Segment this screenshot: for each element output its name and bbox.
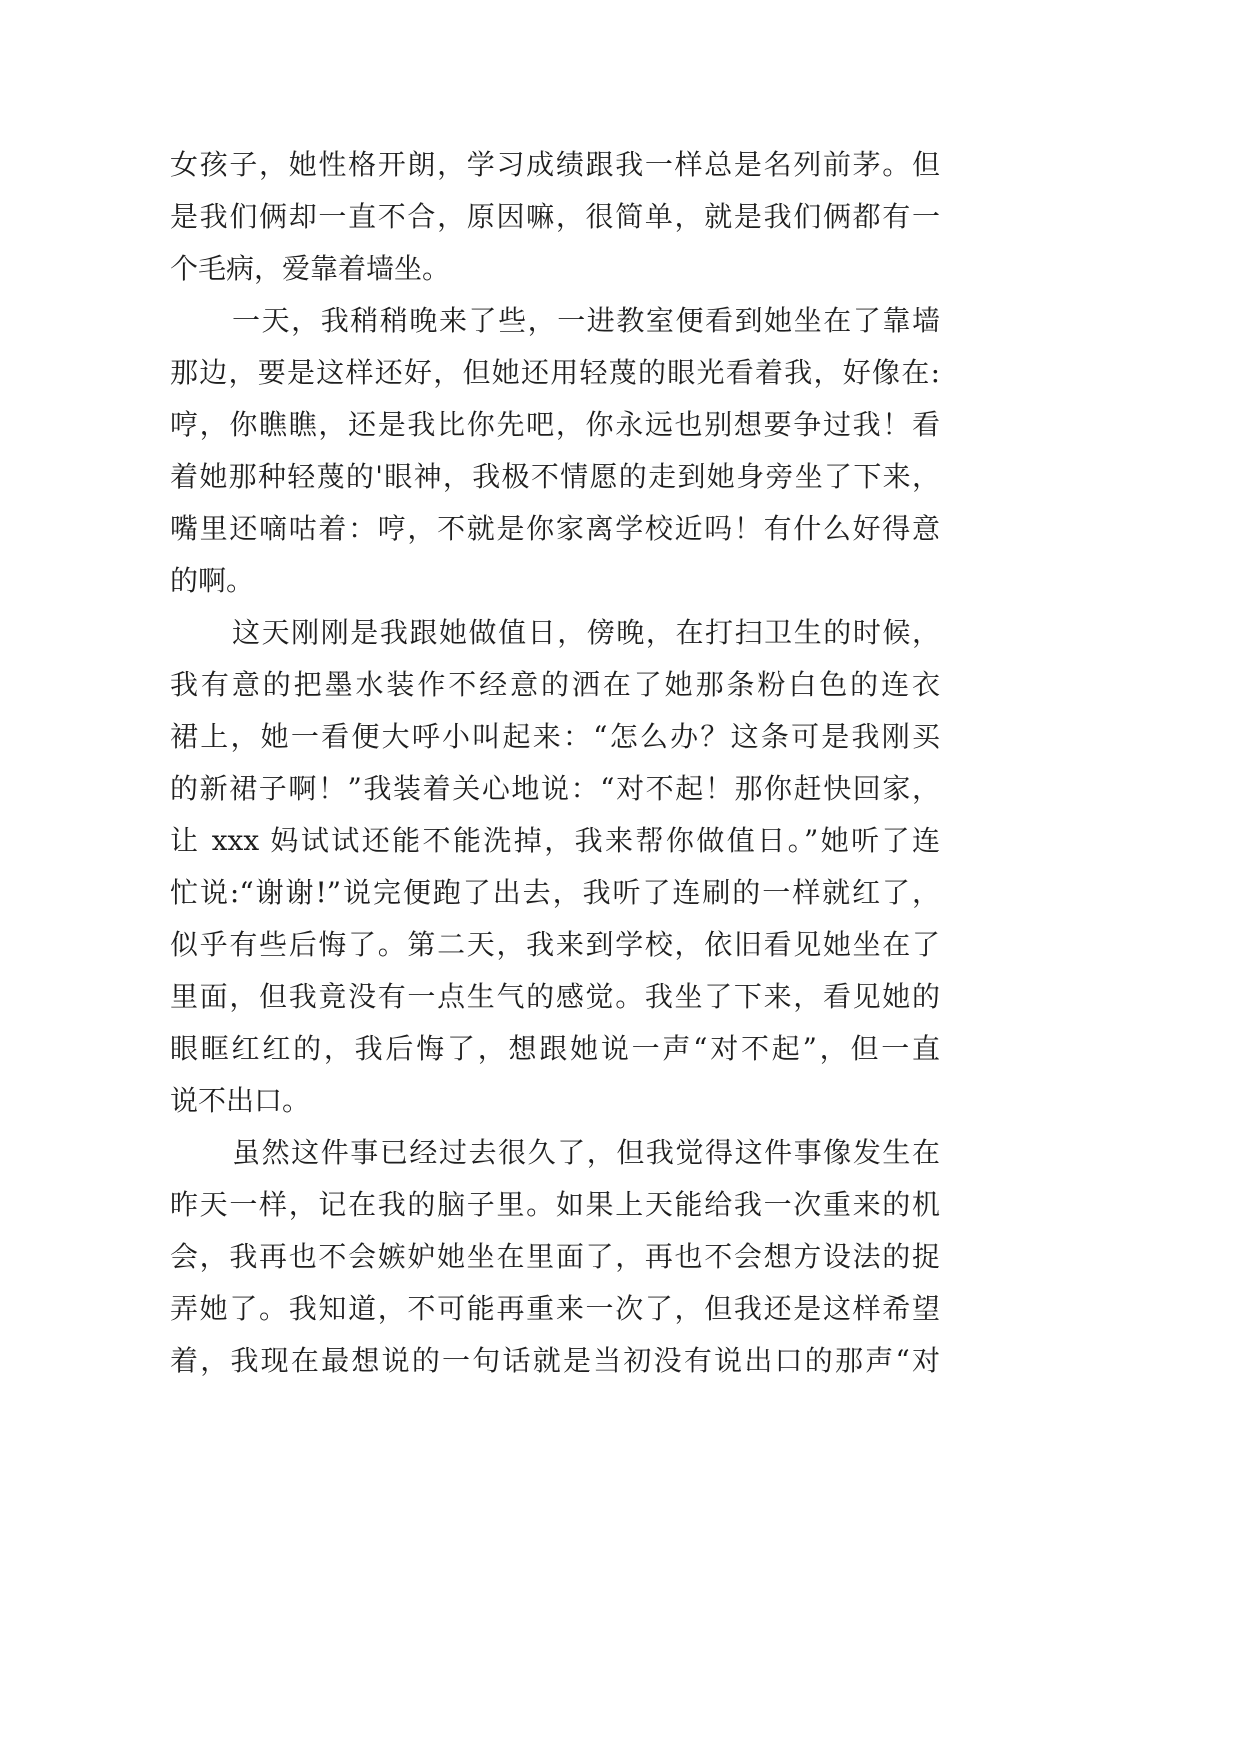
text-line: 那边，要是这样还好，但她还用轻蔑的眼光看着我，好像在: — [170, 356, 940, 389]
text-line: 是我们俩却一直不合，原因嘛，很简单，就是我们俩都有一 — [170, 200, 940, 233]
text-line: 说不出口。 — [170, 1084, 311, 1117]
text-line: 忙说:“谢谢!”说完便跑了出去，我听了连刷的一样就红了， — [170, 876, 940, 909]
text-line: 裙上，她一看便大呼小叫起来：“怎么办？这条可是我刚买 — [170, 720, 940, 753]
text-line: 眼眶红红的，我后悔了，想跟她说一声“对不起”，但一直 — [170, 1032, 940, 1065]
text-line: 虽然这件事已经过去很久了，但我觉得这件事像发生在 — [232, 1136, 940, 1169]
text-line: 里面，但我竟没有一点生气的感觉。我坐了下来，看见她的 — [170, 980, 940, 1013]
paragraph-4 — [170, 1127, 940, 1387]
text-line: 弄她了。我知道，不可能再重来一次了，但我还是这样希望 — [170, 1292, 940, 1325]
text-line: 会，我再也不会嫉妒她坐在里面了，再也不会想方设法的捉 — [170, 1240, 940, 1273]
text-line: 的新裙子啊！”我装着关心地说：“对不起！那你赶快回家， — [170, 772, 940, 805]
text-line: 我有意的把墨水装作不经意的洒在了她那条粉白色的连衣 — [170, 668, 940, 701]
text-line: 着，我现在最想说的一句话就是当初没有说出口的那声“对 — [170, 1344, 940, 1377]
text-line: 昨天一样，记在我的脑子里。如果上天能给我一次重来的机 — [170, 1188, 940, 1221]
paragraph-3 — [170, 607, 940, 1127]
text-line: 的啊。 — [170, 564, 255, 597]
paragraph-2 — [170, 295, 940, 607]
text-line: 个毛病，爱靠着墙坐。 — [170, 252, 451, 285]
text-line: 嘴里还嘀咕着：哼，不就是你家离学校近吗！有什么好得意 — [170, 512, 940, 545]
text-line: 似乎有些后悔了。第二天，我来到学校，依旧看见她坐在了 — [170, 928, 940, 961]
text-line: 这天刚刚是我跟她做值日，傍晚，在打扫卫生的时候， — [232, 616, 940, 649]
text-line: 让 xxx 妈试试还能不能洗掉，我来帮你做值日。”她听了连 — [170, 824, 940, 857]
text-line: 着她那种轻蔑的'眼神，我极不情愿的走到她身旁坐了下来， — [170, 460, 940, 493]
document-body — [170, 139, 940, 1387]
text-line: 一天，我稍稍晚来了些，一进教室便看到她坐在了靠墙 — [232, 304, 940, 337]
text-line: 哼，你瞧瞧，还是我比你先吧，你永远也别想要争过我！看 — [170, 408, 940, 441]
text-line: 女孩子，她性格开朗，学习成绩跟我一样总是名列前茅。但 — [170, 148, 940, 181]
paragraph-1 — [170, 139, 940, 295]
